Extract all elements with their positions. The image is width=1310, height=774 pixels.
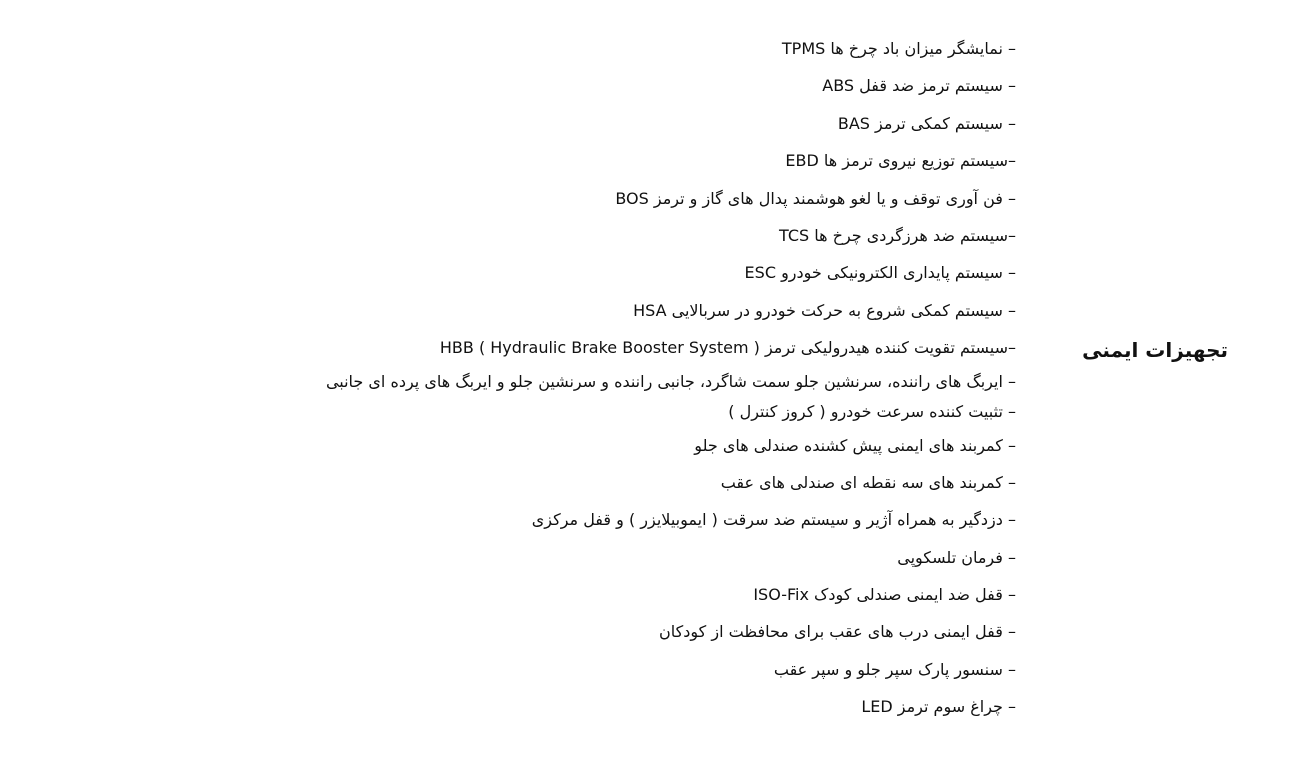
feature-item: – چراغ سوم ترمز LED [861,697,1016,717]
feature-item: – سیستم کمکی ترمز BAS [837,113,1016,133]
feature-item: – سیستم ترمز ضد قفل ABS [822,76,1016,96]
feature-item: – قفل ضد ایمنی صندلی کودک ISO-Fix [753,585,1016,605]
feature-item: – سیستم پایداری الکترونیکی خودرو ESC [744,263,1016,283]
feature-item: –سیستم توزیع نیروی ترمز ها EBD [785,151,1016,171]
feature-item: – قفل ایمنی درب های عقب برای محافظت از کودکان [659,622,1016,642]
safety-features-list [36,30,1016,726]
section-title: تجهیزات ایمنی [1082,338,1228,362]
feature-item: – کمربند های ایمنی پیش کشنده صندلی های جلو [694,435,1016,455]
feature-item: – سیستم کمکی شروع به حرکت خودرو در سربالایی HSA [633,300,1016,320]
feature-item: – ایربگ های راننده، سرنشین جلو سمت شاگرد، جانبی راننده و سرنشین جلو و ایربگ های پرده ای جانبی [325,371,1016,391]
feature-item: –سیستم ضد هرزگردی چرخ ها TCS [778,225,1016,245]
feature-item: – سنسور پارک سپر جلو و سپر عقب [773,659,1016,679]
feature-item: –سیستم تقویت کننده هیدرولیکی ترمز ( HBB ( Hydraulic Brake Booster System [439,338,1016,358]
feature-item: – نمایشگر میزان باد چرخ ها TPMS [781,39,1016,58]
feature-item: – فن آوری توقف و یا لغو هوشمند پدال های گاز و ترمز BOS [615,188,1016,208]
feature-item: – تثبیت کننده سرعت خودرو ( کروز کنترل ) [728,401,1016,421]
feature-item: – کمربند های سه نقطه ای صندلی های عقب [720,472,1016,492]
feature-item: – دزدگیر به همراه آژیر و سیستم ضد سرقت ( ایموبیلایزر ) و قفل مرکزی [531,510,1016,530]
feature-item: – فرمان تلسکوپی [897,547,1016,567]
